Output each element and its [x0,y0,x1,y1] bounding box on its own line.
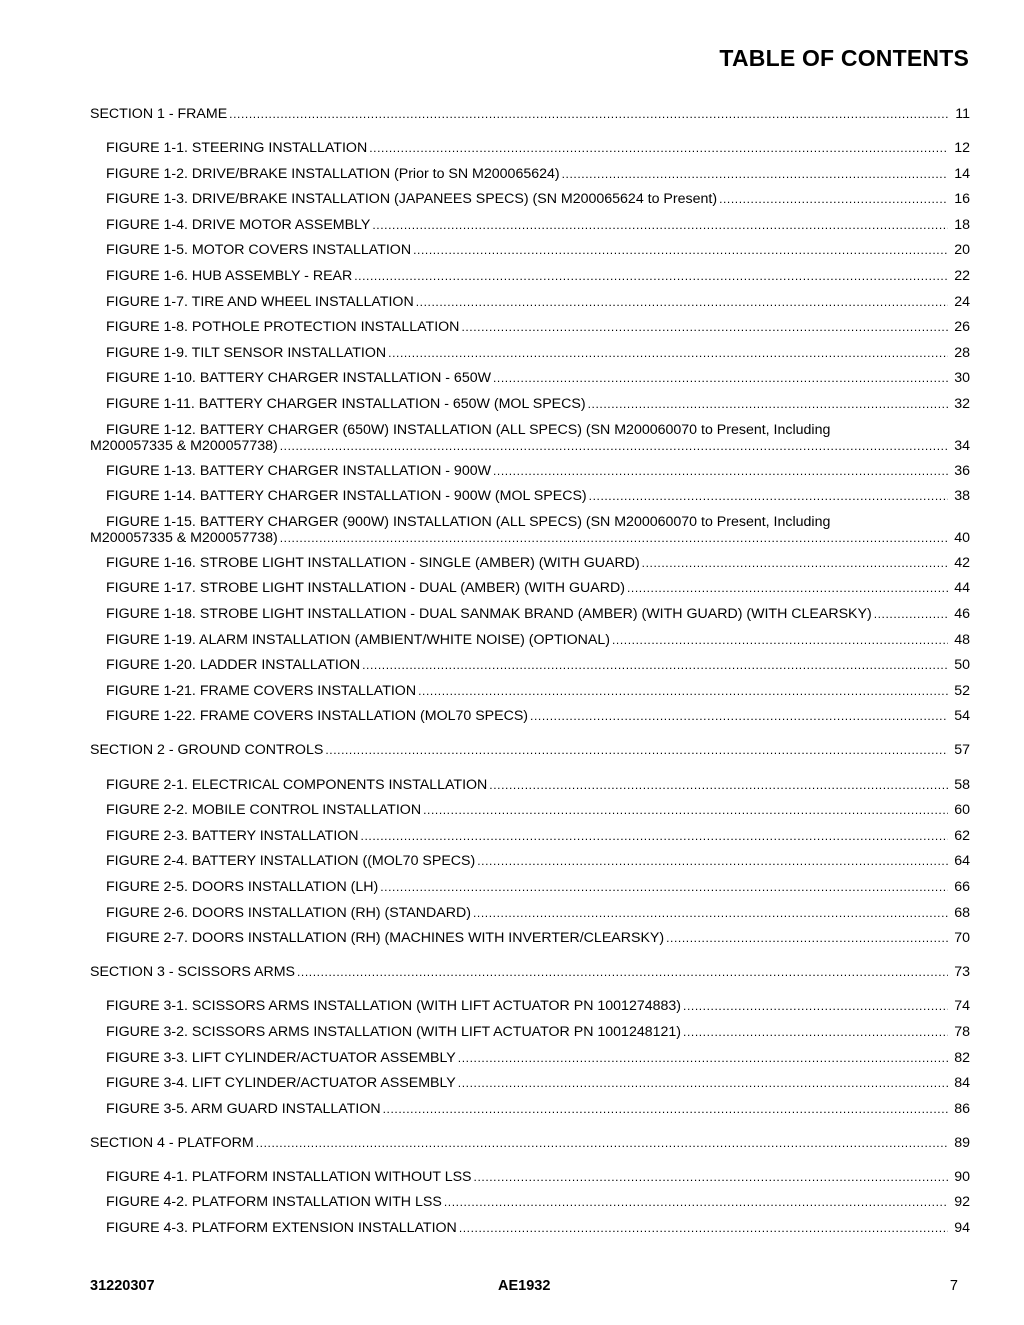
toc-figure-entry-label: FIGURE 4-1. PLATFORM INSTALLATION WITHOUT LSS [106,1168,472,1185]
dot-leader [477,853,948,869]
toc-figure-entry-page: 26 [954,319,970,336]
dot-leader [325,742,948,758]
toc-figure-entry-label: FIGURE 2-3. BATTERY INSTALLATION [106,827,359,844]
toc-figure-entry-label: FIGURE 1-13. BATTERY CHARGER INSTALLATION - 900W [106,462,491,479]
toc-figure-entry[interactable] [90,191,970,217]
toc-figure-entry[interactable] [90,708,970,734]
dot-leader [683,1024,948,1040]
toc-section-entry-label: SECTION 3 - SCISSORS ARMS [90,964,295,981]
dot-leader [362,657,948,673]
toc-figure-entry-page: 60 [954,802,970,819]
dot-leader [354,268,948,284]
dot-leader [280,530,948,546]
toc-figure-entry-label: FIGURE 1-1. STEERING INSTALLATION [106,140,368,157]
dot-leader [874,606,948,622]
toc-section-entry[interactable] [90,106,970,132]
toc-figure-entry[interactable] [90,879,970,905]
toc-figure-entry-page: 64 [954,853,970,870]
toc-figure-entry-page: 48 [954,631,970,648]
toc-figure-entry-label: FIGURE 4-2. PLATFORM INSTALLATION WITH LSS [106,1194,442,1211]
dot-leader [474,1169,948,1185]
toc-figure-entry-page: 36 [954,462,970,479]
toc-figure-entry-label: FIGURE 4-3. PLATFORM EXTENSION INSTALLATION [106,1220,457,1237]
toc-figure-entry-page: 40 [954,529,970,546]
toc-figure-entry[interactable] [90,396,970,422]
dot-leader [589,488,948,504]
toc-section-entry-label: SECTION 2 - GROUND CONTROLS [90,742,324,759]
toc-figure-entry-label: FIGURE 1-2. DRIVE/BRAKE INSTALLATION (Prior to SN M200065624) [106,165,560,182]
dot-leader [380,879,948,895]
toc-figure-entry-label: FIGURE 3-5. ARM GUARD INSTALLATION [106,1100,381,1117]
toc-figure-entry[interactable] [90,370,970,396]
toc-figure-entry-page: 68 [954,904,970,921]
toc-figure-entry-page: 46 [954,606,970,622]
toc-figure-entry[interactable] [90,828,970,854]
toc-figure-entry[interactable] [90,1075,970,1101]
dot-leader [361,828,948,844]
toc-figure-entry[interactable] [90,555,970,581]
toc-figure-entry[interactable] [90,853,970,879]
toc-figure-entry-label: FIGURE 3-3. LIFT CYLINDER/ACTUATOR ASSEMBLY [106,1049,456,1066]
toc-figure-entry-label: FIGURE 1-5. MOTOR COVERS INSTALLATION [106,242,412,259]
dot-leader [369,140,948,156]
dot-leader [413,242,948,258]
toc-figure-entry-label: FIGURE 2-4. BATTERY INSTALLATION ((MOL70 SPECS) [106,853,476,870]
toc-figure-entry[interactable] [90,268,970,294]
toc-figure-entry-label: FIGURE 1-20. LADDER INSTALLATION [106,657,361,674]
toc-figure-entry-page: 18 [954,216,970,233]
toc-figure-entry[interactable] [90,1194,970,1220]
table-of-contents [90,106,970,1246]
toc-figure-entry-label: FIGURE 1-9. TILT SENSOR INSTALLATION [106,344,387,361]
toc-figure-entry-label: FIGURE 1-15. BATTERY CHARGER (900W) INSTALLATION (ALL SPECS) (SN M200060070 to Present, Including [106,513,831,530]
toc-figure-entry-page: 92 [954,1194,970,1211]
dot-leader [459,1220,948,1236]
toc-figure-entry-page: 32 [954,396,970,413]
toc-section-entry-page: 73 [954,964,970,981]
toc-figure-entry[interactable] [90,422,970,463]
toc-figure-entry[interactable] [90,1101,970,1127]
page-number: 7 [949,1278,958,1294]
toc-figure-entry[interactable] [90,998,970,1024]
toc-figure-entry[interactable] [90,1169,970,1195]
toc-section-entry-label: SECTION 4 - PLATFORM [90,1134,254,1151]
toc-figure-entry-label: FIGURE 2-2. MOBILE CONTROL INSTALLATION [106,802,422,819]
toc-figure-entry-page: 94 [954,1220,970,1237]
toc-figure-entry[interactable] [90,657,970,683]
toc-figure-entry-label: FIGURE 1-22. FRAME COVERS INSTALLATION (MOL70 SPECS) [106,708,529,725]
toc-figure-entry-page: 58 [954,776,970,793]
toc-figure-entry[interactable] [90,217,970,243]
toc-section-entry[interactable] [90,964,970,990]
toc-section-entry-page: 57 [954,742,970,759]
toc-section-entry-label: SECTION 1 - FRAME [90,106,228,122]
toc-figure-entry-page: 12 [954,140,970,157]
toc-figure-entry-label: FIGURE 1-17. STROBE LIGHT INSTALLATION - DUAL (AMBER) (WITH GUARD) [106,580,625,597]
toc-figure-entry-page: 30 [954,370,970,387]
toc-figure-entry-page: 86 [954,1100,970,1117]
toc-figure-entry-label: FIGURE 3-1. SCISSORS ARMS INSTALLATION (WITH LIFT ACTUATOR PN 1001274883) [106,998,682,1015]
dot-leader [719,191,948,207]
dot-leader [444,1194,948,1210]
toc-section-entry-page: 89 [954,1134,970,1151]
toc-figure-entry[interactable] [90,777,970,803]
dot-leader [256,1135,948,1151]
toc-figure-entry-page: 20 [954,242,970,259]
toc-figure-entry[interactable] [90,345,970,371]
dot-leader [493,463,948,479]
dot-leader [297,964,948,980]
toc-figure-entry-label: FIGURE 1-19. ALARM INSTALLATION (AMBIENT/WHITE NOISE) (OPTIONAL) [106,631,610,648]
toc-figure-entry[interactable] [90,632,970,658]
toc-figure-entry[interactable] [90,294,970,320]
toc-figure-entry-label: FIGURE 1-3. DRIVE/BRAKE INSTALLATION (JAPANEES SPECS) (SN M200065624 to Present) [106,191,718,208]
toc-figure-entry[interactable] [90,1220,970,1246]
toc-figure-entry-page: 24 [954,293,970,310]
dot-leader [418,683,948,699]
toc-figure-entry[interactable] [90,242,970,268]
dot-leader [473,905,948,921]
toc-figure-entry-label: FIGURE 1-18. STROBE LIGHT INSTALLATION - DUAL SANMAK BRAND (AMBER) (WITH GUARD) (WITH CLEARSKY) [106,606,872,622]
toc-figure-entry[interactable] [90,319,970,345]
dot-leader [458,1050,948,1066]
toc-section-entry[interactable] [90,742,970,768]
toc-figure-entry-label: FIGURE 2-5. DOORS INSTALLATION (LH) [106,878,379,895]
dot-leader [683,998,948,1014]
toc-figure-entry-page: 74 [954,998,970,1015]
toc-figure-entry-label-continued: M200057335 & M200057738) [90,529,278,546]
toc-figure-entry[interactable] [90,140,970,166]
toc-figure-entry[interactable] [90,802,970,828]
dot-leader [461,319,948,335]
toc-figure-entry-page: 52 [954,682,970,699]
toc-figure-entry-label: FIGURE 1-21. FRAME COVERS INSTALLATION [106,682,417,699]
dot-leader [423,802,948,818]
dot-leader [229,106,948,122]
toc-figure-entry-page: 50 [954,657,970,674]
toc-figure-entry-page: 42 [954,554,970,571]
dot-leader [627,580,948,596]
dot-leader [489,777,948,793]
document-number: 31220307 [90,1278,155,1294]
toc-figure-entry[interactable] [90,166,970,192]
toc-figure-entry-label: FIGURE 1-12. BATTERY CHARGER (650W) INSTALLATION (ALL SPECS) (SN M200060070 to Present, Including [106,421,831,438]
model-name: AE1932 [498,1278,551,1294]
toc-section-entry[interactable] [90,1135,970,1161]
toc-figure-entry-label: FIGURE 1-10. BATTERY CHARGER INSTALLATION - 650W [106,370,491,387]
dot-leader [612,632,948,648]
toc-figure-entry-page: 34 [954,437,970,454]
toc-figure-entry-label: FIGURE 2-1. ELECTRICAL COMPONENTS INSTALLATION [106,776,488,793]
toc-figure-entry[interactable] [90,463,970,489]
toc-figure-entry[interactable] [90,606,970,632]
toc-figure-entry-label: FIGURE 2-6. DOORS INSTALLATION (RH) (STANDARD) [106,904,471,921]
toc-figure-entry[interactable] [90,488,970,514]
toc-figure-entry-label: FIGURE 3-4. LIFT CYLINDER/ACTUATOR ASSEMBLY [106,1075,456,1092]
toc-figure-entry-label-continued: M200057335 & M200057738) [90,437,278,454]
toc-figure-entry-page: 14 [954,165,970,182]
toc-figure-entry-label: FIGURE 1-14. BATTERY CHARGER INSTALLATION - 900W (MOL SPECS) [106,488,587,505]
toc-figure-entry-page: 28 [954,344,970,361]
dot-leader [388,345,948,361]
toc-figure-entry-page: 90 [954,1168,970,1185]
toc-figure-entry-page: 54 [954,708,970,725]
toc-figure-entry-label: FIGURE 1-7. TIRE AND WHEEL INSTALLATION [106,293,414,310]
toc-figure-entry-page: 70 [954,930,970,947]
toc-figure-entry-page: 62 [954,827,970,844]
toc-figure-entry-label: FIGURE 1-8. POTHOLE PROTECTION INSTALLATION [106,319,460,336]
toc-figure-entry-label: FIGURE 1-16. STROBE LIGHT INSTALLATION - SINGLE (AMBER) (WITH GUARD) [106,554,640,571]
toc-figure-entry-page: 16 [954,191,970,208]
toc-figure-entry[interactable] [90,905,970,931]
dot-leader [530,708,948,724]
dot-leader [383,1101,948,1117]
toc-figure-entry-label: FIGURE 3-2. SCISSORS ARMS INSTALLATION (WITH LIFT ACTUATOR PN 1001248121) [106,1023,682,1040]
toc-section-entry-page: 11 [955,106,970,122]
toc-figure-entry-page: 22 [954,268,970,285]
dot-leader [280,438,948,454]
toc-figure-entry[interactable] [90,580,970,606]
toc-figure-entry-page: 38 [954,488,970,505]
toc-figure-entry[interactable] [90,514,970,555]
toc-figure-entry[interactable] [90,1050,970,1076]
toc-figure-entry-page: 84 [954,1075,970,1092]
toc-figure-entry-label: FIGURE 1-4. DRIVE MOTOR ASSEMBLY [106,216,371,233]
dot-leader [666,930,948,946]
toc-figure-entry[interactable] [90,930,970,956]
dot-leader [493,370,948,386]
toc-figure-entry-page: 78 [954,1023,970,1040]
toc-figure-entry-page: 66 [954,878,970,895]
toc-figure-entry-page: 44 [954,580,970,597]
toc-figure-entry[interactable] [90,683,970,709]
toc-figure-entry-label: FIGURE 1-6. HUB ASSEMBLY - REAR [106,268,353,285]
dot-leader [588,396,948,412]
dot-leader [562,166,948,182]
toc-figure-entry-label: FIGURE 1-11. BATTERY CHARGER INSTALLATION - 650W (MOL SPECS) [106,396,586,413]
dot-leader [458,1075,948,1091]
dot-leader [372,217,948,233]
dot-leader [642,555,948,571]
page-title: TABLE OF CONTENTS [719,45,969,71]
dot-leader [416,294,948,310]
toc-figure-entry-page: 82 [954,1049,970,1066]
toc-figure-entry-label: FIGURE 2-7. DOORS INSTALLATION (RH) (MACHINES WITH INVERTER/CLEARSKY) [106,930,665,947]
toc-figure-entry[interactable] [90,1024,970,1050]
